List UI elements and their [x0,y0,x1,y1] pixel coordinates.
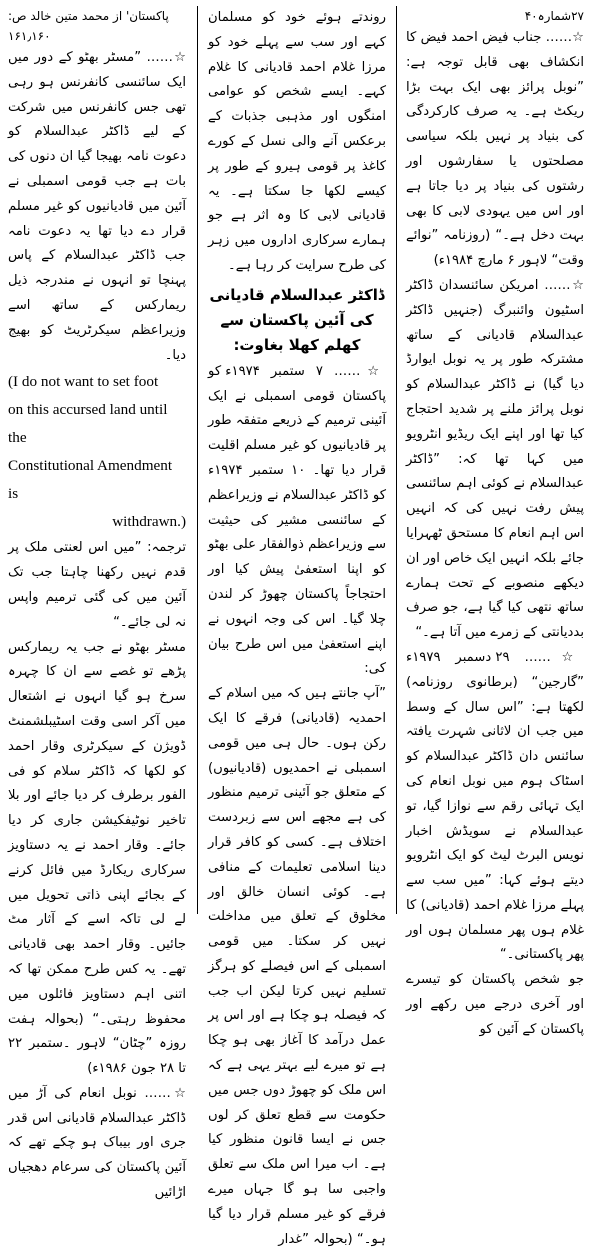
english-quote-line: Constitutional Amendment is [8,457,173,503]
column-divider [396,6,397,914]
paragraph: ☆…… ”مسٹر بھٹو کے دور میں ایک سائنسی کانفرنس ہو رہی تھی جس کانفرنس میں شرکت کے لیے ڈاکٹر عبدالسلام کو دعوت نامہ بھیجا گیا ان دنوں کی بات ہے جب قومی اسمبلی نے آئین میں قادیانیوں کو غیر مسلم قرار دے دیا تھا یہ دعوت نامہ جب ڈاکٹر عبدالسلام کے پاس پہنچا تو انہوں نے مندرجہ ذیل ریمارکس کے ساتھ اسے وزیراعظم سیکرٹریٹ کو بھیج دیا۔ [8,50,186,363]
section-heading: ڈاکٹر عبدالسلام قادیانی کی آئین پاکستان سے کھلم کھلا بغاوت: [209,285,385,354]
column-right [406,6,585,1037]
issue-label: ۲۷شمارہ۴۰ [524,9,584,23]
paragraph: ☆…… ۷ ستمبر ۱۹۷۴ء کو پاکستان قومی اسمبلی نے ایک آئینی ترمیم کے ذریعے متفقہ طور پر قادیانیوں کو غیر مسلم اقلیت قرار دیا تھا۔ ۱۰ ستمبر ۱۹۷۴ء کو ڈاکٹر عبدالسلام نے وزیراعظم کے سائنسی مشیر کی حیثیت سے وزیراعظم ذوالفقار علی بھٹو کو اپنا استعفیٰ پیش کیا اور احتجاجاً پاکستان چھوڑ کر لندن چلا گیا۔ اس کی وجہ انہوں نے اپنے استعفیٰ میں اس طرح بیان کی: [208,363,387,677]
column-middle [208,6,387,1247]
column-left [8,6,186,1201]
english-quote-line: withdrawn.) [112,513,186,531]
paragraph: ☆…… جناب فیض احمد فیض کا انکشاف بھی قابل توجہ ہے: ”نوبل پرائز بھی ایک بہت بڑا ریکٹ ہے۔ یہ صرف کارکردگی کی بنیاد پر نہیں بلکہ سیاسی مصلحتوں یا سفارشوں اور رشتوں کی بنیاد پر دیا جاتا ہے اور اس میں یہودی لابی کا بھی بہت دخل ہے۔“ (روزنامہ ”نوائے وقت“ لاہور ۶ مارچ ۱۹۸۴ء) [406,30,584,269]
paragraph: ”آپ جانتے ہیں کہ میں اسلام کے احمدیہ (قادیانی) فرقے کا ایک رکن ہوں۔ حال ہی میں قومی اسمبلی نے احمدیوں (قادیانیوں) کے متعلق جو آئینی ترمیم منظور کی ہے مجھے اس سے زبردست اختلاف ہے۔ کسی کو کافر قرار دینا اسلامی تعلیمات کے منافی ہے۔ کوئی انسان خالق اور مخلوق کے تعلق میں مداخلت نہیں کر سکتا۔ میں قومی اسمبلی کے اس فیصلے کو ہرگز تسلیم نہیں کرتا لیکن اب جب کہ فیصلہ ہو چکا ہے اور اس پر عمل درآمد کا آغاز بھی ہو چکا ہے تو میرے لیے بہتر یہی ہے کہ اس ملک کو چھوڑ دوں جس میں حکومت سے قطع تعلق کر لوں جس نے ایسا قانون منظور کیا ہے۔ اب میرا اس ملک سے تعلق واجبی سا ہو گا جہاں میرے فرقے کو غیر مسلم قرار دیا گیا ہو۔“ (بحوالہ ”غدار [208,686,386,1247]
paragraph: جو شخص پاکستان کو تیسرے اور آخری درجے میں رکھے اور پاکستان کے آئین کو [406,972,584,1037]
column-divider [197,6,198,914]
paragraph: روندتے ہوئے خود کو مسلمان کہے اور سب سے پہلے خود کو مرزا غلام احمد قادیانی کا غلام کہے۔ ایسے شخص کو عوامی امنگوں اور مذہبی جذبات کے برعکس آنے والی نسل کے کورے کاغذ پر قومی ہیرو کے طور پر کیسے لکھا جا سکتا ہے۔ یہ قادیانی لابی کا وہ اثر ہے جو ہمارے سرکاری اداروں میں زہر کی طرح سرایت کر رہا ہے۔ [208,10,386,273]
paragraph: ترجمہ: ”میں اس لعنتی ملک پر قدم نہیں رکھنا چاہتا جب تک آئین میں کی گئی ترمیم واپس نہ لی جائے۔“ [8,540,186,630]
paragraph: ☆…… ۲۹ دسمبر ۱۹۷۹ء ”گارجین“ (برطانوی روزنامہ) لکھتا ہے: ”اس سال کے وسط میں جب ان لاثانی شہرت یافتہ سائنس دان ڈاکٹر عبدالسلام کو اسٹاک ہوم میں نوبل انعام کی ایک تہائی رقم سے نوازا گیا، تو عبدالسلام نے سویڈش اخبار نویس البرٹ لیٹ کو ایک انٹرویو دیتے ہوئے کہا: ”میں سب سے پہلے مرزا غلام احمد (قادیانی) کا غلام ہوں پھر مسلمان ہوں اور پھر پاکستانی۔“ [406,649,585,963]
english-quote-line: on this accursed land until the [8,401,168,447]
paragraph: ☆…… امریکن سائنسدان ڈاکٹر اسٹیون وائنبرگ (جنہیں ڈاکٹر عبدالسلام قادیانی کے ساتھ مشترکہ طور پر یہ نوبل ایوارڈ دیا گیا) نے ڈاکٹر عبدالسلام کو نوبل پرائز ملنے پر شدید احتجاج کیا تھا اور اپنے ایک ریڈیو انٹرویو میں کہا تھا کہ: ”ڈاکٹر عبدالسلام نے کوئی اہم سائنسی پیش رفت نہیں کی کہ انہیں اس اہم انعام کا مستحق ٹھہرایا جائے بلکہ انہیں ایک خاص اور ان دیکھے منصوبے کے تحت ہمارے ساتھ نتھی کیا گیا ہے، جو صرف بددیانتی کے زمرے میں آتا ہے۔“ [406,277,584,641]
paragraph: ☆…… نوبل انعام کی آڑ میں ڈاکٹر عبدالسلام قادیانی اس قدر جری اور بیباک ہو چکے تھے کہ آئین پاکستان کی سرعام دھجیاں اڑائیں [8,1085,186,1201]
paragraph: مسٹر بھٹو نے جب یہ ریمارکس پڑھے تو غصے سے ان کا چہرہ سرخ ہو گیا انہوں نے اشتعال میں آکر اسی وقت اسٹیبلشمنٹ ڈویژن کے سیکرٹری وقار احمد کو لکھا کہ ڈاکٹر سلام کو فی الفور برطرف کر دیا جائے اور بلا تاخیر نوٹیفکیشن جاری کر دیا جائے۔ وقار احمد نے یہ دستاویز سرکاری ریکارڈ میں فائل کرنے کے بجائے اپنی ذاتی تحویل میں لے لی تاکہ اسے کے آثار مٹ جائیں۔ وقار احمد بھی قادیانی تھے۔ یہ کس طرح ممکن تھا کہ اتنی اہم دستاویز فائلوں میں محفوظ رہتی۔“ (بحوالہ ہفت روزہ ”چٹان“ لاہور ۔ستمبر ۲۲ تا ۲۸ جون ۱۹۸۶ء) [8,639,186,1077]
source-citation: پاکستان' از محمد متین خالد ص: ۱۶۱٫۱۶۰ [8,9,169,43]
english-quote-line: (I do not want to set foot [8,373,159,391]
